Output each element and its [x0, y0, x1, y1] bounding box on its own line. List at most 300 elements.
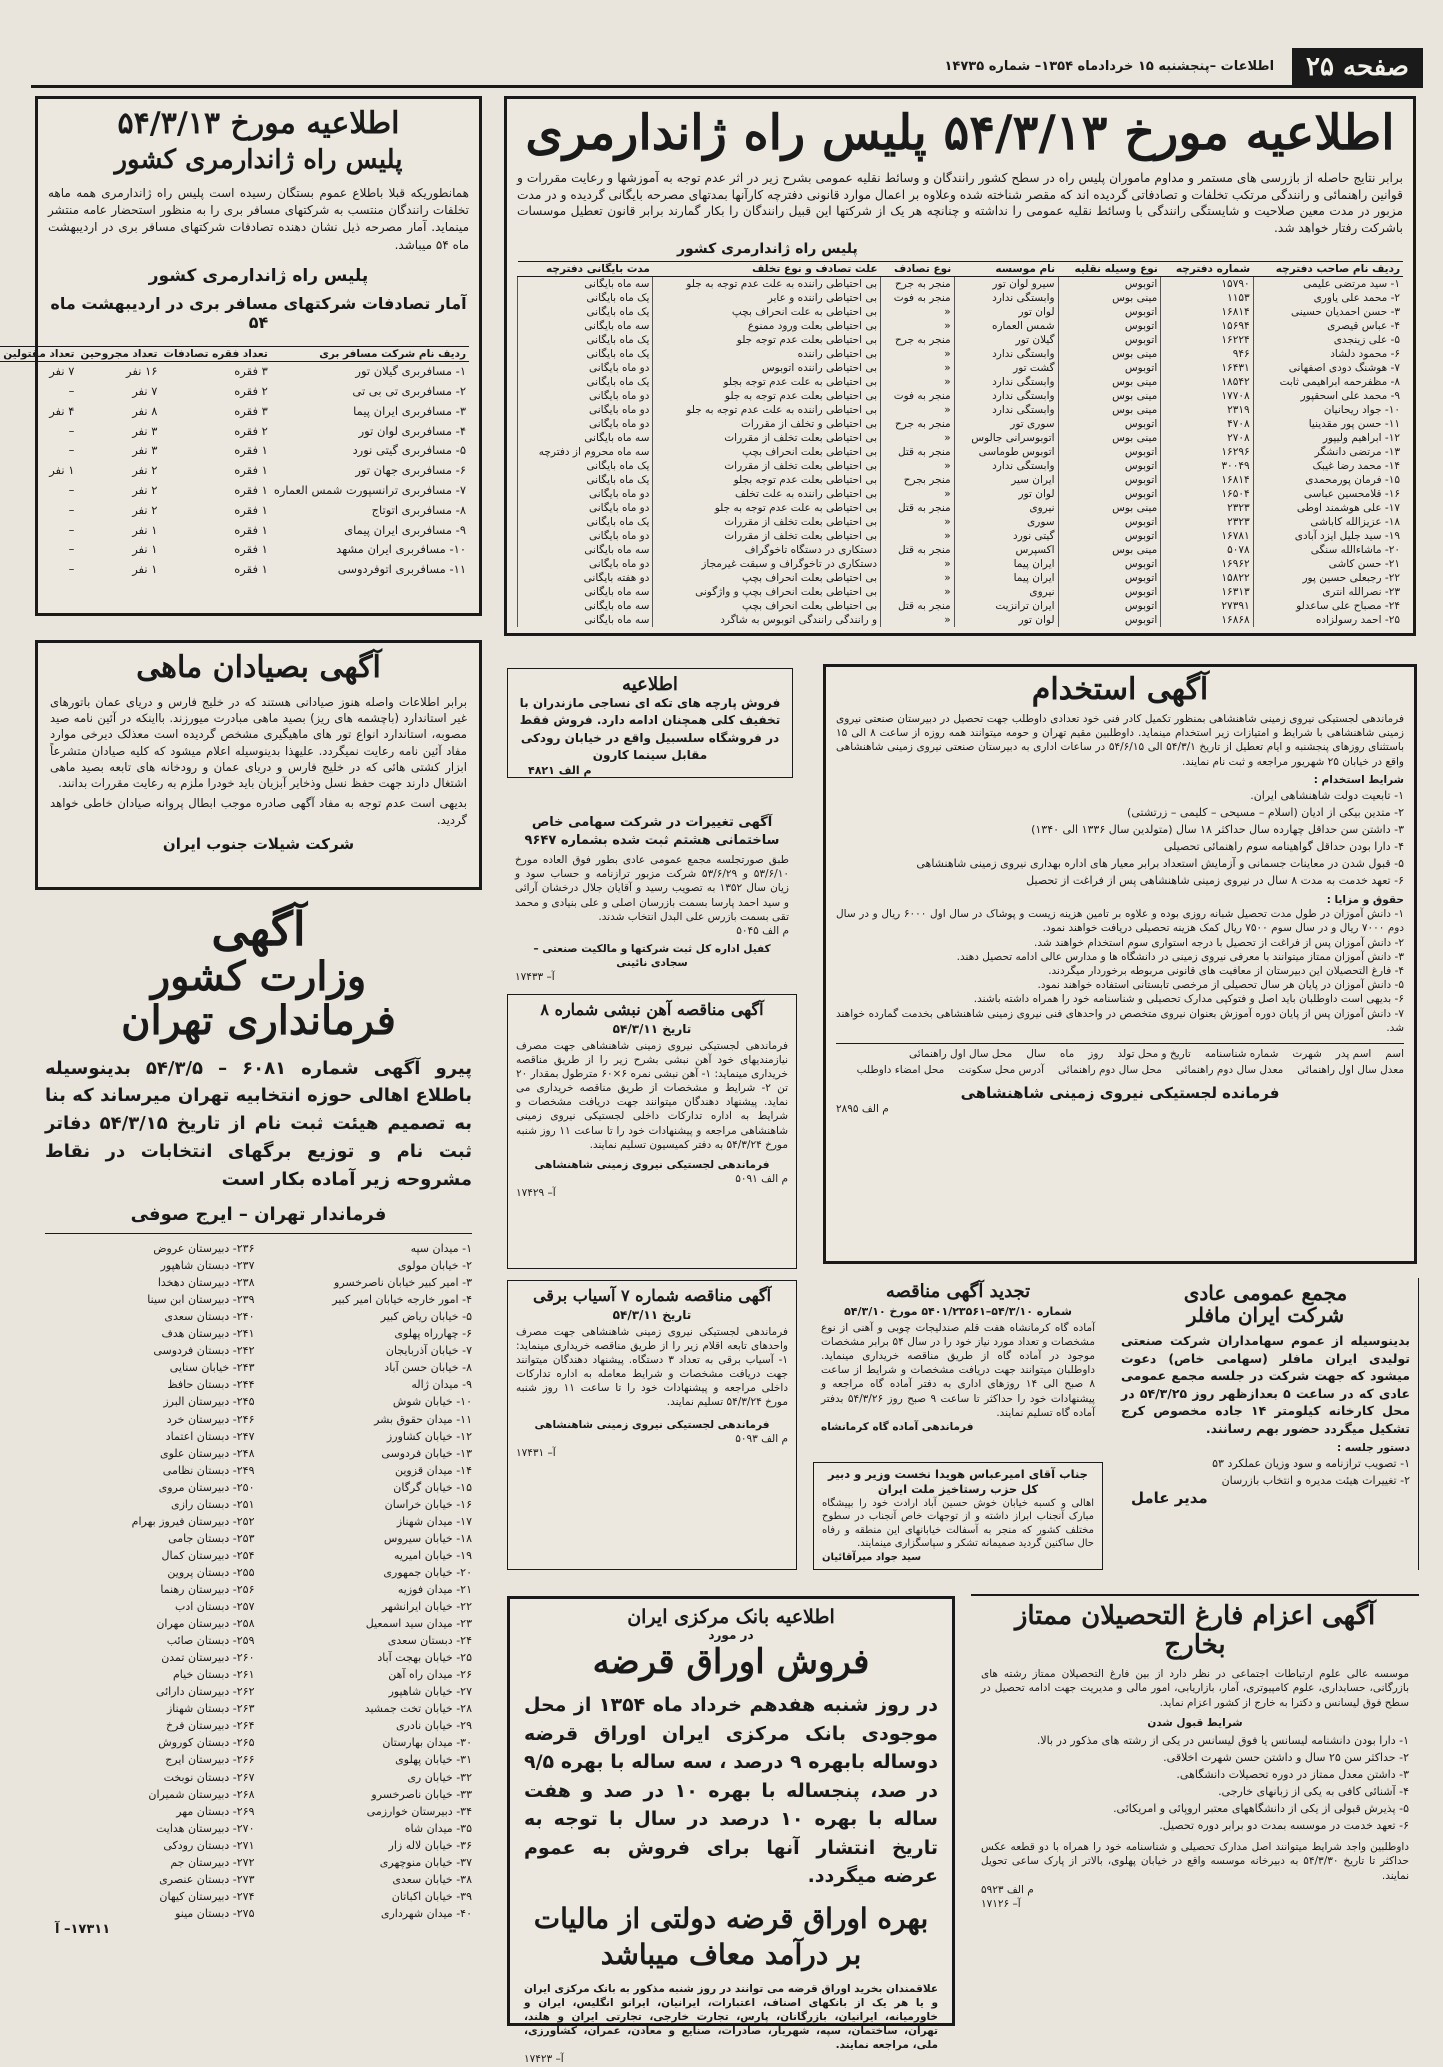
- graduates-condition-item: ۱- دارا بودن دانشنامه لیسانس یا فوق لیسانس در یکی از رشته های مذکور در بالا.: [1036, 1733, 1409, 1747]
- company-change-notice: [507, 810, 797, 982]
- police-stats-table-cell: ۱ نفر: [49, 463, 75, 478]
- tender-8-headline: آگهی مناقصه آهن نبشی شماره ۸: [540, 1000, 764, 1019]
- police-main-table-cell: سه ماه بایگانی: [518, 431, 653, 445]
- graduates-conditions: [981, 1732, 1409, 1834]
- police-main-table-cell: دو ماه بایگانی: [518, 487, 653, 501]
- ministry-location-item: ۲۷۱- دبستان رودکی: [163, 1838, 255, 1852]
- police-stats-table-row: [0, 461, 469, 481]
- police-main-table-cell: دو ماه بایگانی: [518, 417, 653, 431]
- police-main-table-cell: ۱۶۳۱۳: [1161, 585, 1253, 599]
- employment-right-item: ۴- فارغ التحصیلان این دبیرستان از معافیت های قانونی مربوطه برخوردار میگردند.: [1048, 965, 1404, 977]
- ministry-headline-3: فرمانداری تهران: [121, 996, 396, 1044]
- ministry-location-item: ۲۶۹- دبستان مهر: [176, 1804, 255, 1818]
- ministry-location-item: ۳۸- خیابان سعدی: [392, 1872, 472, 1886]
- fishermen-note: بدیهی است عدم توجه به مفاد آگهی صادره موجب ابطال پروانه صیادان خاطی خواهد گردید.: [50, 796, 467, 828]
- police-main-table-cell: بی احتیاطی بعلت انحراف بچپ و واژگونی: [653, 585, 881, 599]
- police-main-table-cell: ۲۰- ماشاءالله سنگی: [1253, 543, 1403, 557]
- police-main-table-cell: اتوبوس: [1058, 585, 1161, 599]
- assembly-signature: مدیر عامل: [1131, 1489, 1208, 1508]
- police-main-table-cell: دو ماه بایگانی: [518, 361, 653, 375]
- police-main-table-cell: ۱۱- حسن پور مقدینیا: [1253, 417, 1403, 431]
- police-stats-table-cell: –: [68, 502, 75, 517]
- police-stats-table-cell: –: [68, 443, 75, 458]
- police-stats-table-cell: ۱ نفر: [132, 542, 158, 557]
- ministry-location-item: ۳۹- خیابان اکباتان: [391, 1889, 472, 1903]
- ministry-location-item: ۷- خیابان آذربایجان: [385, 1344, 472, 1358]
- police-main-table-cell: اتوبوس: [1058, 557, 1161, 571]
- police-main-table-cell: مینی بوس: [1058, 389, 1161, 403]
- police-main-table-cell: منجر به قتل: [881, 543, 955, 557]
- ministry-location-item: ۲۵۰- دبیرستان مروی: [158, 1480, 255, 1494]
- ministry-location-item: ۲۳۷- دبستان شاهپور: [160, 1259, 255, 1273]
- police-main-table-cell: بی احتیاطی به علت انحراف بچپ: [653, 305, 881, 319]
- police-main-table-cell: ۲- محمد علی یاوری: [1253, 291, 1403, 305]
- police-stats-table-cell: ۱ فقره: [234, 522, 268, 537]
- bonds-headline: فروش اوراق قرضه: [592, 1641, 870, 1682]
- ministry-location-item: ۳- امیر کبیر خیابان ناصرخسرو: [334, 1276, 472, 1290]
- police-main-table-cell: سه ماه بایگانی: [518, 277, 653, 292]
- police-main-table-cell: اتوبوس: [1058, 571, 1161, 585]
- employment-right-item: ۷- دانش آموزان پس از پایان دوره آموزش بعنوان نیروی متخصص در واحدهای فنی نیروی زمینی شاهنشاهی بخدمت گمارده خواهند شد.: [836, 1007, 1404, 1034]
- police-main-table-col-header: شماره دفترچه: [1161, 262, 1253, 277]
- ministry-location-item: ۲۷- خیابان شاهپور: [388, 1685, 472, 1699]
- tender-8-notice: [507, 994, 797, 1269]
- police-stats-table-row: [0, 422, 469, 442]
- bonds-body: در روز شنبه هفدهم خرداد ماه ۱۳۵۴ از محل موجودی بانک مرکزی ایران اوراق قرضه دوساله بابهره ۹ درصد ، سه ساله با بهره ۹/۵ در صد، پنجساله با بهره ۱۰ در صد و هفت ساله با بهره ۱۰ درصد در سال با توجه به تاریخ انتشار آنها برای فروش به عموم عرضه میگردد.: [524, 1694, 938, 1888]
- police-main-table-cell: نیروی: [954, 585, 1058, 599]
- police-main-table-cell: ۲۷۰۸: [1161, 431, 1253, 445]
- ministry-body: پیرو آگهی شماره ۶۰۸۱ – ۵۴/۳/۵ بدینوسیله باطلاع اهالی حوزه انتخابیه تهران میرساند که بنا به تصمیم هیئت ثبت نام از تاریخ ۵۴/۳/۱۵ دفاتر ثبت نام و توزیع برگهای انتخابات در نقاط مشروحه زیر آماده بکار است: [45, 1057, 472, 1191]
- ministry-location-item: ۱۲- خیابان کشاورز: [386, 1429, 472, 1443]
- police-main-table-cell: سه ماه بایگانی: [518, 599, 653, 613]
- police-main-table-cell: گشت تور: [954, 361, 1058, 375]
- ministry-location-item: ۱۳- خیابان فردوسی: [381, 1446, 472, 1460]
- police-main-table-row: [518, 361, 1404, 375]
- fishermen-notice: [35, 640, 482, 890]
- ministry-location-item: ۲۸- خیابان تخت جمشید: [364, 1702, 472, 1716]
- police-main-table-row: [518, 459, 1404, 473]
- police-main-table-cell: ۱۷۷۰۸: [1161, 389, 1253, 403]
- police-stats-notice: [3, 96, 482, 616]
- police-main-table-cell: ۲۴- مصباح علی ساعدلو: [1253, 599, 1403, 613]
- police-main-table-cell: ۱۱۵۳: [1161, 291, 1253, 305]
- police-main-table-cell: بی احتیاطی و تخلف از مقررات: [653, 417, 881, 431]
- police-stats-table-cell: ۷ نفر: [49, 364, 75, 379]
- bonds-headline-small: اطلاعیه بانک مرکزی ایران: [627, 1606, 835, 1628]
- ministry-location-item: ۳۳- خیابان ناصرخسرو: [371, 1787, 472, 1801]
- graduates-notice: [971, 1594, 1419, 2026]
- employment-right-item: ۵- دانش آموزان در پایان هر سال تحصیلی از مرخصی تابستانی استفاده خواهند نمود.: [1037, 979, 1404, 992]
- ministry-location-item: ۲۶۴- دبیرستان فرخ: [166, 1719, 255, 1733]
- employment-code: م الف ۲۸۹۵: [836, 1102, 889, 1115]
- ministry-location-item: ۳۱- خیابان پهلوی: [395, 1753, 472, 1767]
- police-main-table-cell: ۱۵۷۹۰: [1161, 277, 1253, 292]
- fishermen-headline: آگهی بصیادان ماهی: [136, 650, 381, 685]
- bonds-code: آ– ۱۷۴۲۳: [524, 2053, 564, 2066]
- police-main-table-cell: بی احتیاطی راننده به علت تخلف: [653, 487, 881, 501]
- police-main-table-cell: ۲۱- حسن کاشی: [1253, 557, 1403, 571]
- graduates-condition-item: ۳- داشتن معدل ممتاز در دوره تحصیلات دانشگاهی.: [1176, 1767, 1409, 1781]
- police-main-table-col-header: علت تصادف و نوع تخلف: [653, 262, 881, 277]
- tender-renew-signature: فرماندهی آماده گاه کرمانشاه: [821, 1421, 974, 1433]
- police-main-table-col-header: نوع وسیله نقلیه: [1058, 262, 1161, 277]
- ministry-code: ۱۷۳۱۱– آ: [55, 1921, 111, 1937]
- ministry-location-item: ۳۴- دبیرستان خوارزمی: [366, 1804, 472, 1818]
- police-stats-table-cell: –: [68, 483, 75, 498]
- police-main-table-col-header: مدت بایگانی دفترچه: [518, 262, 653, 277]
- ministry-location-item: ۲۷۲- دبیرستان جم: [170, 1855, 255, 1869]
- police-main-table-cell: بی احتیاطی بعلت عدم توجه جلو: [653, 333, 881, 347]
- police-main-table-row: [518, 501, 1404, 515]
- police-main-table-cell: وابستگی ندارد: [954, 291, 1058, 305]
- company-change-code: م الف ۵۰۴۵: [736, 924, 789, 937]
- bonds-about: در مورد: [708, 1627, 754, 1642]
- police-main-table-col-header: ردیف نام صاحب دفترچه: [1253, 262, 1403, 277]
- ministry-location-item: ۶- چهارراه پهلوی: [394, 1327, 472, 1341]
- employment-condition-item: ۱- تابعیت دولت شاهنشاهی ایران.: [1250, 788, 1404, 802]
- police-main-table-cell: بی احتیاطی بعلت تخلف از مقررات: [653, 515, 881, 529]
- police-main-table-row: [518, 445, 1404, 459]
- police-stats-title: آمار تصادفات شرکتهای مسافر بری در اردیبهشت ماه ۵۴: [50, 294, 467, 333]
- police-stats-table-col-header: تعداد فقره تصادفات: [160, 347, 270, 362]
- police-stats-table-cell: ۱ فقره: [234, 463, 268, 478]
- employment-notice: [823, 664, 1417, 1264]
- police-main-table-cell: ۲۲- رجبعلی حسین پور: [1253, 571, 1403, 585]
- assembly-agenda-item: ۲- تغییرات هیئت مدیره و انتخاب بازرسان: [1221, 1474, 1410, 1488]
- fabric-body: فروش پارچه های تکه ای نساجی مازندران با تخفیف کلی همچنان ادامه دارد. فروش فقط در فروشگاه سلسبیل واقع در خیابان رودکی مقابل سینما کارون: [519, 695, 781, 762]
- police-stats-table-cell: –: [68, 562, 75, 577]
- ministry-location-item: ۲۱- میدان فوزیه: [397, 1582, 472, 1596]
- ministry-location-item: ۴۰- میدان شهرداری: [380, 1906, 472, 1920]
- police-stats-subhead: پلیس راه ژاندارمری کشور: [114, 145, 403, 175]
- police-main-table-row: [518, 305, 1404, 319]
- ministry-list-right: [263, 1240, 473, 1922]
- police-stats-table-cell: –: [68, 522, 75, 537]
- ministry-location-item: ۲۷۰- دبیرستان هدایت: [155, 1821, 255, 1835]
- police-main-table-cell: بی احتیاطی بعلت ورود ممنوع: [653, 319, 881, 333]
- graduates-note: داوطلبین واجد شرایط میتوانند اصل مدارک تحصیلی و شناسنامه خود را همراه با دو قطعه عکس حداکثر تا تاریخ ۵۴/۳/۳۰ به دبیرخانه موسسه واقع در خیابان پهلوی، بالاتر از پارک ساعی تحویل نمایند.: [981, 1841, 1409, 1882]
- police-main-table-cell: مینی بوس: [1058, 375, 1161, 389]
- graduates-condition-item: ۵- پذیرش قبولی از یکی از دانشگاههای معتبر اروپائی و امریکائی.: [1113, 1802, 1409, 1816]
- employment-condition-item: ۵- قبول شدن در معاینات جسمانی و آزمایش استعداد برابر معیار های اداره بهداری نیروی زمینی شاهنشاهی: [916, 857, 1404, 871]
- police-main-table-row: [518, 375, 1404, 389]
- police-stats-table-cell: ۳ فقره: [234, 403, 268, 418]
- police-main-table-row: [518, 333, 1404, 347]
- police-main-table-cell: ۱۳- مرتضی دانشگر: [1253, 445, 1403, 459]
- police-main-table-row: [518, 389, 1404, 403]
- police-main-table-cell: بی احتیاطی به علت عدم توجه به جلو: [653, 501, 881, 515]
- police-main-table-cell: وابستگی ندارد: [954, 459, 1058, 473]
- employment-right-item: ۱- دانش آموزان در طول مدت تحصیل شبانه روزی بوده و علاوه بر تامین هزینه زیست و پوشاک در سال اول ۶۰۰۰ ریال و در سال دوم ۷۰۰۰ ریال و در سال سوم ۷۵۰۰ ریال کمک هزینه تحصیلی دریافت خواهند نمود.: [836, 908, 1404, 935]
- employment-condition-item: ۲- متدین بیکی از ادیان (اسلام – مسیحی – کلیمی – زرتشتی): [1127, 805, 1404, 819]
- ministry-location-item: ۳۷- خیابان منوچهری: [379, 1855, 472, 1869]
- ministry-location-item: ۳۰- میدان بهارستان: [382, 1736, 472, 1750]
- police-stats-table-cell: –: [68, 542, 75, 557]
- ministry-location-item: ۸- خیابان حسن آباد: [384, 1361, 472, 1375]
- police-main-table-row: [518, 543, 1404, 557]
- police-main-table-cell: اتوبوس: [1058, 333, 1161, 347]
- police-main-table-cell: وابستگی ندارد: [954, 347, 1058, 361]
- police-stats-table-cell: ۳- مسافربری ایران پیما: [353, 403, 466, 418]
- police-main-table-cell: ۱۵۸۲۲: [1161, 571, 1253, 585]
- police-main-table-cell: ۲۳۲۳: [1161, 501, 1253, 515]
- police-main-table-row: [518, 473, 1404, 487]
- ministry-location-item: ۲۶۸- دبیرستان شمیران: [148, 1787, 255, 1801]
- police-main-table-cell: «: [881, 431, 955, 445]
- ministry-location-item: ۲۴۱- دبیرستان هدف: [161, 1327, 255, 1341]
- police-main-table-row: [518, 319, 1404, 333]
- police-main-table-cell: لوان تور: [954, 613, 1058, 627]
- police-main-table-cell: ۵- علی زینجدی: [1253, 333, 1403, 347]
- police-main-table-cell: «: [881, 487, 955, 501]
- police-main-table-cell: ۱۶۸۶۸: [1161, 613, 1253, 627]
- assembly-notice: [1113, 1278, 1419, 1570]
- employment-rights-title: حقوق و مزایا :: [1326, 894, 1404, 907]
- tender-8-date: تاریخ ۵۴/۳/۱۱: [612, 1021, 692, 1036]
- thanks-notice: [813, 1462, 1103, 1570]
- police-main-table-cell: یک ماه بایگانی: [518, 347, 653, 361]
- police-main-table-cell: ایران پیما: [954, 571, 1058, 585]
- police-stats-table-row: [0, 362, 469, 382]
- police-main-table-cell: ۲۵- احمد رسولزاده: [1253, 613, 1403, 627]
- police-stats-signature: پلیس راه ژاندارمری کشور: [148, 266, 369, 287]
- ministry-location-item: ۲۵۶- دبیرستان رهنما: [160, 1582, 255, 1596]
- police-main-table-cell: ۱۹- سید جلیل ایزد آبادی: [1253, 529, 1403, 543]
- police-stats-table-cell: ۴ نفر: [49, 403, 75, 418]
- ministry-location-item: ۲- خیابان مولوی: [397, 1259, 472, 1273]
- police-main-table-row: [518, 557, 1404, 571]
- company-change-footer: کفیل اداره کل ثبت شرکتها و مالکیت صنعتی – سجادی نائینی: [533, 943, 771, 970]
- police-main-table-cell: مینی بوس: [1058, 291, 1161, 305]
- police-main-table-cell: یک ماه بایگانی: [518, 333, 653, 347]
- tender-7-signature: فرماندهی لجستیکی نیروی زمینی شاهنشاهی: [534, 1418, 770, 1431]
- police-main-table-cell: دستکاری در تاخوگراف و سبقت غیرمجاز: [653, 557, 881, 571]
- assembly-agenda: [1121, 1455, 1410, 1489]
- police-main-table-cell: «: [881, 459, 955, 473]
- police-stats-table-cell: ۵- مسافربری گیتی نورد: [352, 443, 466, 458]
- police-main-table-cell: ۴۷۰۸: [1161, 417, 1253, 431]
- police-stats-table-cell: ۳ نفر: [132, 443, 158, 458]
- employment-form-field: سال: [1026, 1047, 1046, 1060]
- ministry-location-item: ۲۵۹- دبستان صائب: [166, 1634, 255, 1648]
- ministry-location-item: ۲۴۳- خیابان سنایی: [169, 1361, 255, 1375]
- police-main-table-cell: بی احتیاطی راننده و عابر: [653, 291, 881, 305]
- fabric-headline: اطلاعیه: [622, 674, 678, 695]
- police-main-table-cell: مینی بوس: [1058, 543, 1161, 557]
- police-main-table-cell: مینی بوس: [1058, 403, 1161, 417]
- employment-form-field: تاریخ و محل تولد: [1117, 1047, 1191, 1060]
- fabric-code: م الف ۴۸۲۱: [528, 764, 592, 778]
- police-main-table-cell: منجر به فوت: [881, 291, 955, 305]
- ministry-location-item: ۲۵۸- دبیرستان مهران: [156, 1617, 255, 1631]
- ministry-location-item: ۱۱- میدان حقوق بشر: [374, 1412, 472, 1426]
- ministry-location-item: ۲۴۹- دبستان نظامی: [162, 1463, 255, 1477]
- ministry-location-item: ۱۸- خیابان سیروس: [383, 1531, 472, 1545]
- police-main-table-cell: سه ماه محروم از دفترچه: [518, 445, 653, 459]
- ministry-location-item: ۲۵۳- دبستان جامی: [168, 1531, 255, 1545]
- police-main-table-cell: اتوبوس: [1058, 459, 1161, 473]
- ministry-location-item: ۲۷۴- دبیرستان کیهان: [159, 1889, 255, 1903]
- police-main-table-row: [518, 403, 1404, 417]
- police-main-table-row: [518, 487, 1404, 501]
- employment-form-field: آدرس محل سکونت: [958, 1063, 1045, 1076]
- police-main-table-row: [518, 277, 1404, 292]
- fishermen-body: برابر اطلاعات واصله هنوز صیادانی هستند که در خلیج فارس و دریای عمان باتورهای غیر استاندارد (باچشمه های ریز) بصید ماهی مبادرت میورزند. بااینکه در آئین نامه صید مصوبه، استاندارد انواع تور های ماهیگیری مشخص گردیده است معذلک دیرخی موارد مفاد آئین نامه رعایت نمیگردد. علیهذا بدینوسیله اعلام میشود که کلیه صیادان متشرعاً ابزار کشتی هائی که در خلیج فارس و دریای عمان و رودخانه های تابعه بصید ماهی اشتغال دارند جهت حفظ نسل وذخایر آبزیان باید خودرا ملزم به رعایت مقررات بدانند.: [50, 695, 467, 791]
- graduates-condition-item: ۶- تعهد خدمت در موسسه بمدت دو برابر دوره تحصیل.: [1159, 1819, 1409, 1833]
- police-main-table-row: [518, 515, 1404, 529]
- police-main-table-cell: «: [881, 515, 955, 529]
- police-main-table-cell: ۹۴۶: [1161, 347, 1253, 361]
- police-main-table-cell: بی احتیاطی بعلت تخلف از مقررات: [653, 431, 881, 445]
- ministry-location-item: ۲۶۶- دبیرستان ایرج: [165, 1753, 255, 1767]
- ministry-location-item: ۱۰- خیابان شوش: [392, 1395, 472, 1409]
- police-main-table-cell: ۱۸۵۴۲: [1161, 375, 1253, 389]
- employment-signature: فرمانده لجستیکی نیروی زمینی شاهنشاهی: [960, 1083, 1280, 1102]
- police-stats-table-cell: ۲ فقره: [234, 383, 268, 398]
- police-main-table-cell: اتوبوس: [1058, 473, 1161, 487]
- police-stats-table-cell: ۱ فقره: [234, 562, 268, 577]
- police-stats-table-row: [0, 560, 469, 580]
- police-stats-table-cell: ۸ نفر: [132, 403, 158, 418]
- employment-body: فرماندهی لجستیکی نیروی زمینی شاهنشاهی بمنظور تکمیل کادر فنی خود تعدادی داوطلب جهت تحصیل در دبیرستان صنعتی نیروی زمینی شاهنشاهی با شرایط و امتیازات زیر استخدام مینماید. داوطلبین مقیم تهران و حومه میتوانند همه روزه از ساعت ۸ الی ۱۵ باستثنای روزهای پنجشنبه و ایام تعطیل از تاریخ ۵۴/۳/۱ الی ۵۴/۶/۱۵ در ساعات اداری به دبیرستان صنعتی نیروی زمینی شاهنشاهی واقع در خیابان ۲۵ شهریور مراجعه و ثبت نام نمایند.: [836, 713, 1404, 768]
- ministry-location-item: ۲۵۷- دبستان ادب: [174, 1600, 255, 1614]
- bonds-notice: [507, 1596, 955, 2066]
- employment-form-field: محل سال اول راهنمائی: [909, 1047, 1013, 1060]
- page-header: [31, 48, 1423, 88]
- police-main-table-cell: و رانندگی رانندگی اتوبوس به شاگرد: [653, 613, 881, 627]
- police-main-table-cell: نیروی: [954, 501, 1058, 515]
- ministry-location-item: ۲۵۵- دبستان پروین: [167, 1565, 255, 1579]
- bonds-footer: علاقمندان بخرید اوراق قرضه می توانند در روز شنبه مذکور به بانک مرکزی ایران و یا هر یک از بانکهای اصناف، اعتبارات، ایرانیان، ایرانو انگلیس، ایران و خاورمیانه، ایرانیان، بازرگانان، پارس، تجارت خارجی، تجارتی ایران و هلند، تهران، ساختمان، سپه، شهریار، صادرات، صنایع و معادن، عمران، کشاورزی، ملی، مراجعه نمایند.: [524, 1982, 938, 2052]
- police-main-table-cell: ۸- مظفرحمه ابراهیمی ثابت: [1253, 375, 1403, 389]
- police-main-table-cell: وابستگی ندارد: [954, 403, 1058, 417]
- police-main-table-cell: ۲۳۲۳: [1161, 515, 1253, 529]
- police-stats-table-cell: ۱ نفر: [132, 522, 158, 537]
- ministry-location-item: ۲۵- خیابان بهجت آباد: [377, 1651, 472, 1665]
- police-main-table-cell: ایران پیما: [954, 557, 1058, 571]
- employment-conditions: [836, 787, 1404, 889]
- police-main-table-cell: «: [881, 403, 955, 417]
- ministry-location-item: ۲۴۶- دبیرستان خرد: [166, 1412, 255, 1426]
- graduates-code-2: آ– ۱۷۱۲۶: [981, 1897, 1021, 1910]
- ministry-location-item: ۲۳۹- دبیرستان ابن سینا: [147, 1293, 255, 1307]
- police-main-table-cell: منجر به قتل: [881, 501, 955, 515]
- police-main-table-cell: ۵۰۷۸: [1161, 543, 1253, 557]
- ministry-location-item: ۲۲- خیابان ایرانشهر: [381, 1600, 472, 1614]
- police-main-table-cell: ۱- سید مرتضی علیمی: [1253, 277, 1403, 292]
- police-stats-table-cell: –: [68, 383, 75, 398]
- police-main-table-cell: ۱۶۸۱۴: [1161, 473, 1253, 487]
- police-main-table-cell: بی احتیاطی راننده به علت عدم توجه به جلو: [653, 403, 881, 417]
- tender-7-body: فرماندهی لجستیکی نیروی زمینی شاهنشاهی جهت مصرف واحدهای تابعه اقلام زیر را از طریق مناقصه خریداری مینماید: ۱- آسیاب برقی به تعداد ۳ دستگاه. پیشنهاد دهندگان میتوانند جهت دریافت مشخصات و شرایط معامله به اداره تدارکات داخلی مراجعه و پیشنهادات خود را تا ساعت ۱۱ روز شنبه مورخ ۵۴/۳/۲۴ تسلیم نمایند.: [516, 1325, 788, 1409]
- police-main-table-row: [518, 571, 1404, 585]
- police-main-table-row: [518, 613, 1404, 627]
- police-stats-table-row: [0, 521, 469, 541]
- police-main-table-cell: منجر بجرح: [881, 473, 955, 487]
- employment-form-field: روز: [1088, 1047, 1104, 1060]
- police-stats-headline: اطلاعیه مورخ ۵۴/۳/۱۳: [117, 106, 400, 141]
- employment-right-item: ۶- بدیهی است داوطلبان باید اصل و فتوکپی مدارک تحصیلی و شناسنامه خود را همراه داشته باشند.: [973, 993, 1404, 1006]
- ministry-location-item: ۲۵۱- دبستان رازی: [170, 1497, 255, 1511]
- ministry-headline-2: وزارت کشور: [150, 952, 367, 1000]
- police-stats-table-row: [0, 481, 469, 501]
- police-main-table-cell: ۱۵- فرمان پورمحمدی: [1253, 473, 1403, 487]
- police-main-table-cell: ۷- هوشنگ دودی اصفهانی: [1253, 361, 1403, 375]
- police-main-table-cell: گیتی نورد: [954, 529, 1058, 543]
- police-main-table-cell: ۳- حسن احمدیان حسینی: [1253, 305, 1403, 319]
- police-main-table-cell: بی احتیاطی بعلت عدم توجه به جلو: [653, 389, 881, 403]
- ministry-list-left: [45, 1240, 255, 1922]
- police-main-table-cell: ۶- محمود دلشاد: [1253, 347, 1403, 361]
- fabric-notice: [507, 668, 793, 778]
- police-main-table-cell: ۲۳- نصرالله انتری: [1253, 585, 1403, 599]
- police-stats-table-col-header: ردیف نام شرکت مسافر بری: [271, 347, 469, 362]
- ministry-location-item: ۱- میدان سپه: [410, 1242, 472, 1256]
- police-main-table-cell: اکسپرس: [954, 543, 1058, 557]
- ministry-location-item: ۲۳۸- دبیرستان دهخدا: [157, 1276, 255, 1290]
- police-main-table-cell: ۱۶۴۳۱: [1161, 361, 1253, 375]
- police-main-table-cell: بی احتیاطی بعلت تخلف از مقررات: [653, 459, 881, 473]
- employment-form-field: محل امضاء داوطلب: [856, 1063, 945, 1076]
- tender-8-body: فرماندهی لجستیکی نیروی زمینی شاهنشاهی جهت مصرف نیازمندیهای خود آهن نبشی بشرح زیر را از طریق مناقصه خریداری مینماید: ۱- آهن نبشی نمره ۶×۶۰ مترطول بمقدار ۲۰ تن ۲- شرایط و مشخصات از طریق مناقصه خریداری می نماید. پیشنهاد دهندگان میتوانند جهت دریافت مشخصات و شرایط به اداره تدارکات داخلی لجستیکی نیروی زمینی شاهنشاهی مراجعه و پیشنهادات خود را تا ساعت ۱۱ روز شنبه مورخ ۵۴/۳/۲۴ به دفتر کمیسیون تسلیم نمایند.: [516, 1039, 789, 1151]
- employment-form-field: شماره شناسنامه: [1204, 1047, 1279, 1060]
- police-main-table-cell: بی احتیاطی بعلت انحراف بچپ: [653, 571, 881, 585]
- police-stats-table-cell: ۲- مسافربری تی بی تی: [352, 383, 466, 398]
- ministry-location-item: ۲۳۶- دبیرستان عروض: [153, 1242, 255, 1256]
- assembly-body: بدینوسیله از عموم سهامداران شرکت صنعتی تولیدی ایران مافلر (سهامی خاص) دعوت میشود که جهت شرکت در جلسه مجمع عمومی عادی که در ساعت ۵ بعدازظهر روز ۵۴/۳/۲۵ در محل کارخانه کیلومتر ۱۴ جاده مخصوص کرج تشکیل میگردد حضور بهم رسانند.: [1121, 1333, 1410, 1436]
- police-main-table-cell: بی احتیاطی بعلت تخلف از مقررات: [653, 529, 881, 543]
- tender-renew-subtitle: شماره ۵۴/۳/۱۰–۵۴۰۱/۲۳۵۶۱ مورخ ۵۴/۳/۱۰: [844, 1304, 1072, 1318]
- tender-7-date: تاریخ ۵۴/۳/۱۱: [612, 1307, 692, 1322]
- ministry-location-item: ۲۴۸- دبیرستان علوی: [159, 1446, 255, 1460]
- police-stats-table: [0, 346, 469, 580]
- employment-conditions-title: شرایط استخدام :: [1313, 773, 1404, 786]
- police-main-table-cell: «: [881, 375, 955, 389]
- police-stats-table-row: [0, 441, 469, 461]
- police-main-table-row: [518, 585, 1404, 599]
- police-main-table-cell: شمس العماره: [954, 319, 1058, 333]
- police-main-table-cell: یک ماه بایگانی: [518, 515, 653, 529]
- police-main-table-cell: یک ماه بایگانی: [518, 459, 653, 473]
- police-main-table-cell: ۱۵۶۹۴: [1161, 319, 1253, 333]
- ministry-location-item: ۱۶- خیابان خراسان: [384, 1497, 472, 1511]
- ministry-location-item: ۲۰- خیابان جمهوری: [383, 1565, 472, 1579]
- police-main-table-cell: ۱۲- ابراهیم ولیپور: [1253, 431, 1403, 445]
- police-main-table-cell: دو ماه بایگانی: [518, 501, 653, 515]
- police-main-signature: پلیس راه ژاندارمری کشور: [677, 241, 858, 258]
- employment-form-field: معدل سال اول راهنمائی: [1297, 1063, 1404, 1076]
- employment-form: [836, 1043, 1404, 1076]
- police-main-table-cell: بی احتیاطی بعلت عدم توجه بجلو: [653, 473, 881, 487]
- police-main-table-row: [518, 417, 1404, 431]
- police-main-table-cell: سه ماه بایگانی: [518, 543, 653, 557]
- police-main-table-row: [518, 599, 1404, 613]
- police-main-table-cell: ۳۰۰۴۹: [1161, 459, 1253, 473]
- ministry-signature: فرماندار تهران – ایرج صوفی: [130, 1204, 387, 1226]
- police-main-table-col-header: نوع تصادف: [881, 262, 955, 277]
- police-main-table-cell: «: [881, 319, 955, 333]
- police-main-table-cell: منجر به قتل: [881, 599, 955, 613]
- police-stats-table-cell: ۱۱- مسافربری اتوفردوسی: [337, 562, 466, 577]
- police-main-table-cell: اتوبوس: [1058, 361, 1161, 375]
- police-stats-table-cell: –: [68, 423, 75, 438]
- ministry-location-item: ۲۴۰- دبستان سعدی: [164, 1310, 255, 1324]
- tender-7-code-2: آ– ۱۷۴۳۱: [516, 1446, 556, 1459]
- police-stats-table-cell: ۳ نفر: [132, 423, 158, 438]
- police-main-table-cell: مینی بوس: [1058, 501, 1161, 515]
- police-main-table-cell: منجر به فوت: [881, 389, 955, 403]
- ministry-location-item: ۳۲- خیابان ری: [407, 1770, 472, 1784]
